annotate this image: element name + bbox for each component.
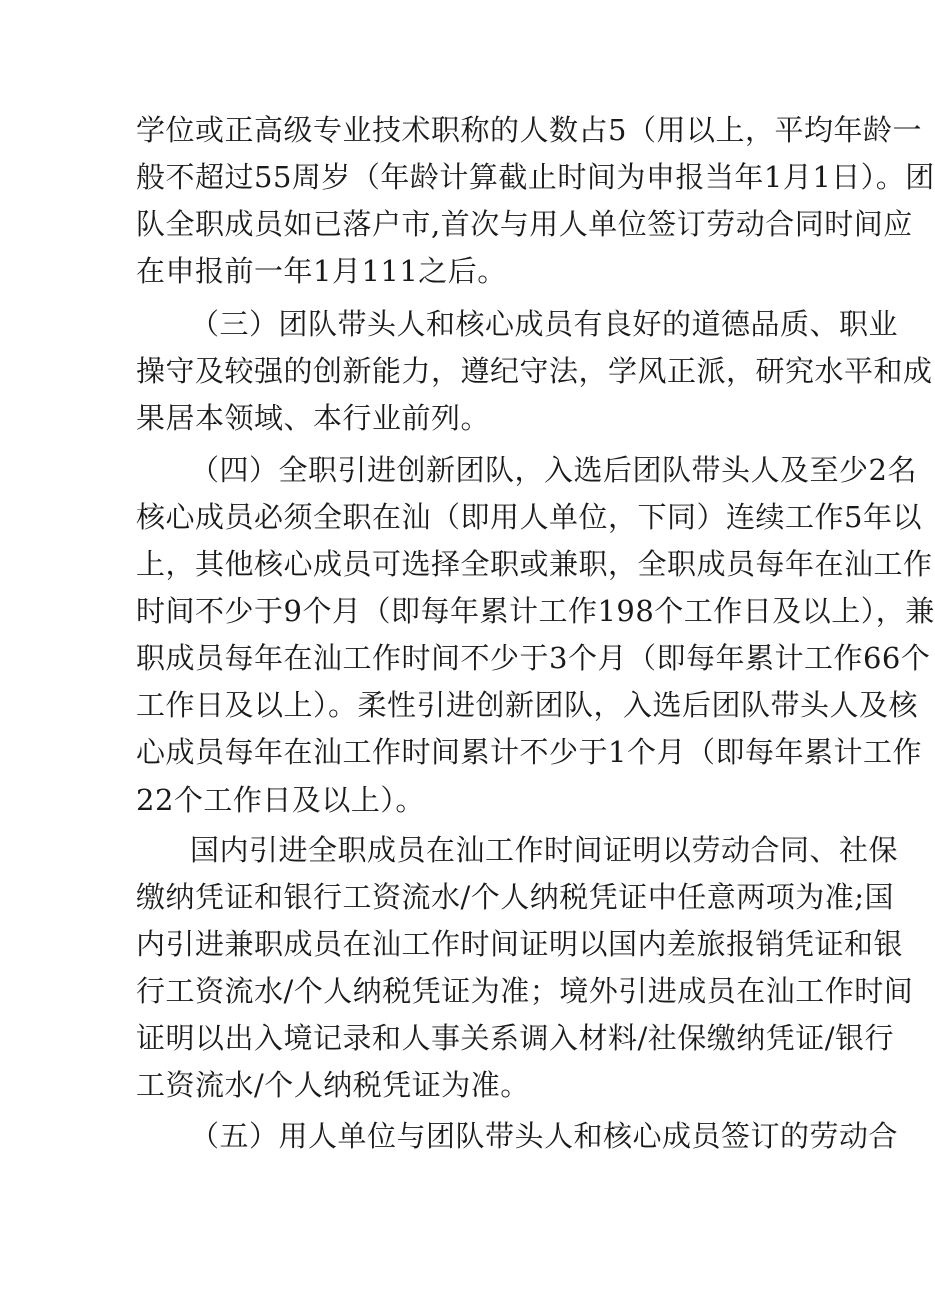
paragraph-line: 工资流水/个人纳税凭证为准。 — [136, 1068, 530, 1102]
paragraph-line: 核心成员必须全职在汕（即用人单位，下同）连续工作5年以 — [136, 500, 922, 534]
paragraph-line: 般不超过55周岁（年龄计算截止时间为申报当年1月1日）。团 — [136, 160, 935, 194]
paragraph-line: （三）团队带头人和核心成员有良好的道德品质、职业 — [190, 307, 899, 341]
paragraph-line: 心成员每年在汕工作时间累计不少于1个月（即每年累计工作 — [136, 735, 922, 769]
paragraph-line: 在申报前一年1月111之后。 — [136, 254, 507, 288]
paragraph-line: 操守及较强的创新能力，遵纪守法，学风正派，研究水平和成 — [136, 354, 933, 388]
paragraph-line: （四）全职引进创新团队，入选后团队带头人及至少2名 — [190, 453, 917, 487]
paragraph-line: （五）用人单位与团队带头人和核心成员签订的劳动合 — [190, 1119, 899, 1153]
paragraph-line: 学位或正高级专业技术职称的人数占5（用以上，平均年龄一 — [136, 113, 922, 147]
paragraph-line: 证明以出入境记录和人事关系调入材料/社保缴纳凭证/银行 — [136, 1021, 895, 1055]
paragraph-line: 国内引进全职成员在汕工作时间证明以劳动合同、社保 — [190, 833, 899, 867]
paragraph-line: 时间不少于9个月（即每年累计工作198个工作日及以上），兼 — [136, 594, 935, 628]
paragraph-line: 工作日及以上）。柔性引进创新团队，入选后团队带头人及核 — [136, 688, 919, 722]
paragraph-line: 职成员每年在汕工作时间不少于3个月（即每年累计工作66个 — [136, 641, 931, 675]
paragraph-line: 队全职成员如已落户市,首次与用人单位签订劳动合同时间应 — [136, 207, 913, 241]
paragraph-line: 22个工作日及以上）。 — [136, 783, 425, 817]
paragraph-line: 缴纳凭证和银行工资流水/个人纳税凭证中任意两项为准;国 — [136, 880, 895, 914]
paragraph-line: 内引进兼职成员在汕工作时间证明以国内差旅报销凭证和银 — [136, 927, 904, 961]
paragraph-line: 行工资流水/个人纳税凭证为准；境外引进成员在汕工作时间 — [136, 974, 914, 1008]
paragraph-line: 上，其他核心成员可选择全职或兼职，全职成员每年在汕工作 — [136, 547, 933, 581]
paragraph-line: 果居本领域、本行业前列。 — [136, 401, 491, 435]
